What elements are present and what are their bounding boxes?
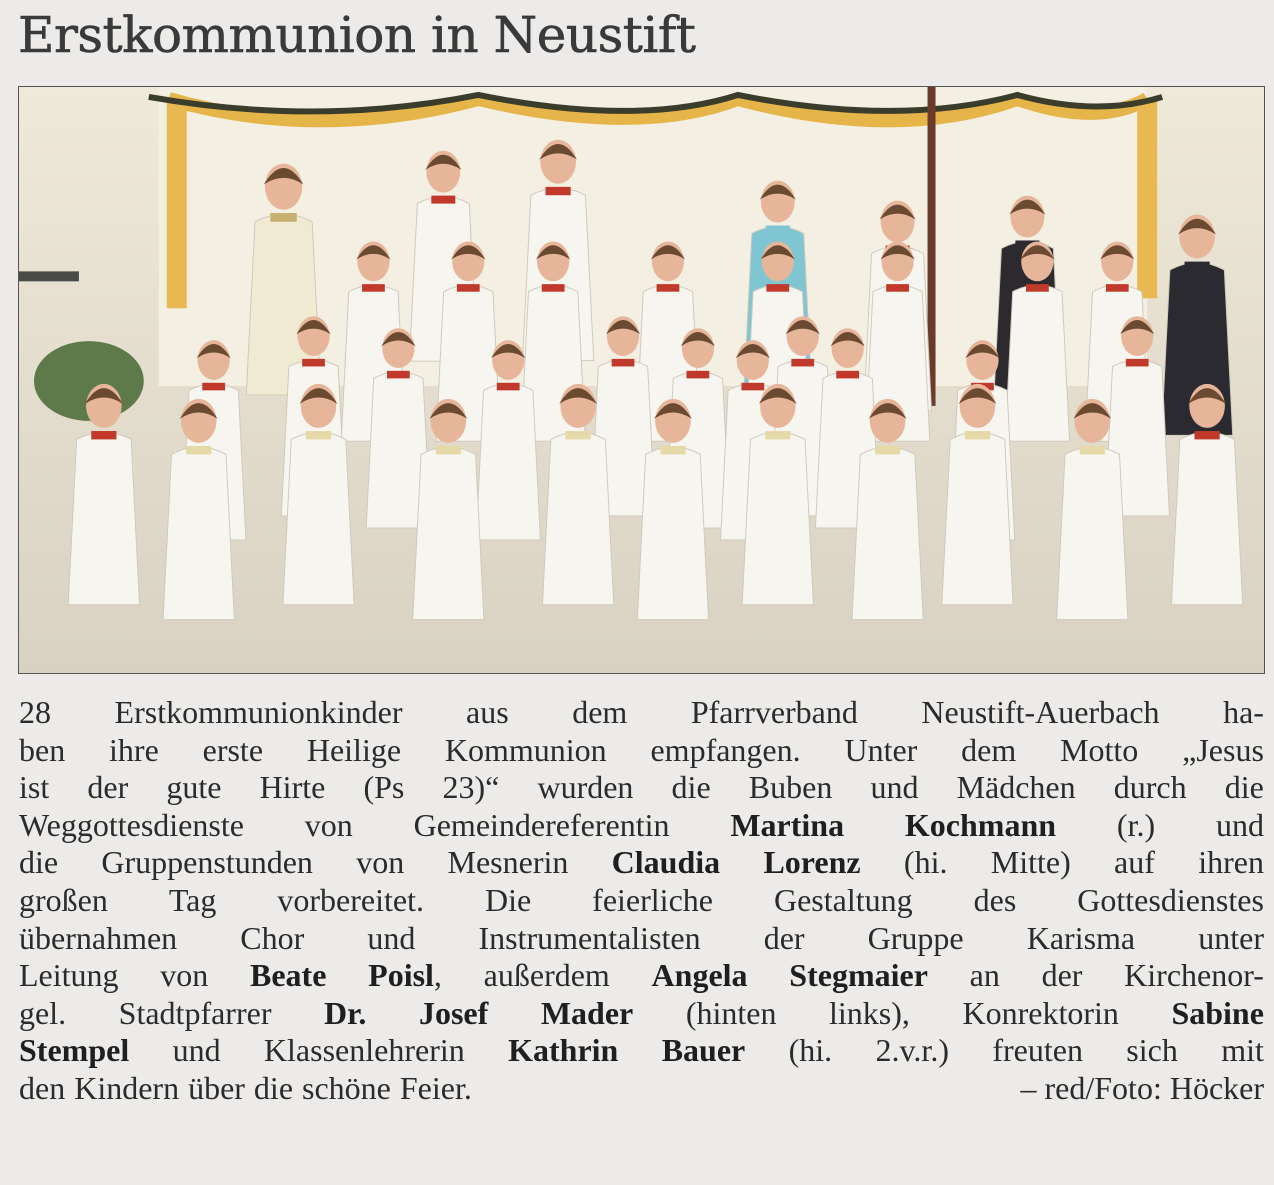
caption-text: Mädchen <box>956 769 1076 806</box>
caption-text: schöne <box>302 1069 391 1106</box>
caption-text: vorbereitet. <box>277 881 424 918</box>
caption-word <box>19 732 65 770</box>
caption-text: übernahmen <box>19 919 178 956</box>
caption-text: aus <box>466 694 509 730</box>
caption-text: Gruppe <box>867 919 964 956</box>
caption-text: die <box>1224 769 1264 806</box>
caption-word <box>363 769 404 807</box>
caption-word <box>188 1070 245 1108</box>
caption-word <box>572 694 627 732</box>
caption-word <box>1027 920 1135 958</box>
caption-word <box>957 769 1076 807</box>
caption-text: dem <box>572 694 628 730</box>
caption-word <box>1117 807 1155 845</box>
caption-word <box>652 957 748 995</box>
caption-text: dem <box>961 731 1017 768</box>
caption-text: 2.v.r.) <box>875 1032 949 1069</box>
caption-word <box>1060 732 1138 770</box>
caption-word <box>478 920 700 958</box>
caption-text: Chor <box>240 919 305 956</box>
caption-text: des <box>973 881 1017 918</box>
caption-line <box>19 732 1264 770</box>
caption-word <box>1171 995 1263 1033</box>
caption-word <box>870 769 918 807</box>
caption-text: Klassenlehrerin <box>263 1032 465 1069</box>
caption-word <box>592 882 713 920</box>
caption-text: und <box>367 919 416 956</box>
caption-word <box>19 694 51 732</box>
caption-text: an <box>969 957 1000 994</box>
caption-word <box>1216 807 1264 845</box>
article-headline: Erstkommunion in Neustift <box>18 6 696 64</box>
caption-word <box>368 957 442 995</box>
person-name: Lorenz <box>763 844 861 881</box>
caption-text: (hinten <box>685 994 777 1031</box>
caption-text: sich <box>1126 1032 1178 1069</box>
caption-word <box>662 1032 746 1070</box>
caption-line <box>19 1032 1264 1070</box>
caption-text: Weggottesdienste <box>19 806 244 843</box>
caption-word <box>19 1070 65 1108</box>
caption-word <box>400 1070 472 1108</box>
caption-word <box>537 769 633 807</box>
caption-line <box>19 694 1264 732</box>
caption-text: mit <box>1221 1032 1264 1069</box>
caption-word <box>101 844 313 882</box>
caption-line <box>19 844 1264 882</box>
caption-word <box>868 920 964 958</box>
caption-text: Buben <box>748 769 833 806</box>
caption-text: Unter <box>844 731 918 768</box>
caption-text: großen <box>19 881 108 918</box>
caption-word <box>1124 957 1264 995</box>
caption-word <box>1114 769 1187 807</box>
caption-word <box>19 844 58 882</box>
caption-text: Hirte <box>259 769 326 806</box>
caption-word <box>962 995 1118 1033</box>
caption-word <box>905 807 1056 845</box>
person-name: Sabine <box>1171 994 1264 1031</box>
caption-text: und <box>870 769 919 806</box>
caption-text: der <box>1041 957 1083 994</box>
caption-word <box>686 995 777 1033</box>
caption-word <box>1198 920 1264 958</box>
caption-text: Kommunion <box>444 731 607 768</box>
caption-word <box>1198 844 1264 882</box>
caption-text: Karisma <box>1026 919 1136 956</box>
caption-word <box>485 882 531 920</box>
caption-text: Motto <box>1060 731 1139 768</box>
group-photo-illustration <box>19 87 1264 673</box>
caption-word <box>1077 882 1264 920</box>
caption-line <box>19 769 1264 807</box>
caption-word <box>324 995 366 1033</box>
caption-word <box>448 844 569 882</box>
caption-word <box>730 807 844 845</box>
caption-word <box>774 882 913 920</box>
caption-word <box>829 995 910 1033</box>
caption-word <box>367 920 415 958</box>
caption-word <box>1042 957 1083 995</box>
caption-word <box>19 807 244 845</box>
caption-word <box>173 1032 221 1070</box>
caption-word <box>876 1032 949 1070</box>
caption-text: Gruppenstunden <box>101 844 313 881</box>
caption-text: Kindern <box>74 1069 180 1106</box>
caption-word <box>445 732 607 770</box>
caption-text: (hi. <box>788 1032 833 1069</box>
lectern <box>19 271 79 281</box>
caption-word <box>19 769 49 807</box>
caption-text: links), <box>829 994 910 1031</box>
caption-text: außerdem <box>483 957 610 994</box>
caption-text: Gestaltung <box>773 881 913 918</box>
caption-text: , <box>433 957 442 994</box>
person-name: Beate <box>250 957 327 994</box>
person-name: Kathrin <box>508 1032 619 1069</box>
caption-word <box>19 957 119 995</box>
person-name: Stegmaier <box>789 957 928 994</box>
caption-word <box>974 882 1017 920</box>
photo-caption <box>19 694 1264 1108</box>
caption-word <box>1221 1032 1264 1070</box>
caption-text: 23)“ <box>442 769 500 806</box>
caption-word <box>115 694 403 732</box>
caption-text: „Jesus <box>1182 731 1264 768</box>
caption-word <box>672 769 711 807</box>
caption-word <box>484 957 610 995</box>
caption-word <box>74 1070 179 1108</box>
caption-word <box>302 1070 391 1108</box>
caption-text: und <box>172 1032 221 1069</box>
caption-text: Die <box>484 881 532 918</box>
caption-word <box>650 732 800 770</box>
caption-word <box>1182 732 1264 770</box>
caption-text: Konrektorin <box>962 994 1119 1031</box>
caption-line <box>19 807 1264 845</box>
caption-text: von <box>356 844 405 881</box>
caption-text: (hi. <box>903 844 948 881</box>
caption-line <box>19 995 1264 1033</box>
caption-word <box>169 882 217 920</box>
caption-text: und <box>1215 806 1264 843</box>
caption-text: erste <box>202 731 264 768</box>
caption-word <box>991 844 1071 882</box>
caption-text: Erstkommunionkinder <box>114 694 403 730</box>
caption-word <box>1223 694 1264 732</box>
person-name: Kochmann <box>904 806 1057 843</box>
caption-text: ist <box>19 769 50 806</box>
person-name: Claudia <box>611 844 721 881</box>
caption-word <box>970 957 1000 995</box>
caption-word <box>1225 769 1264 807</box>
caption-text: Heilige <box>306 731 402 768</box>
caption-text: Mitte) <box>990 844 1071 881</box>
caption-text: ben <box>19 731 66 768</box>
caption-text: durch <box>1113 769 1187 806</box>
caption-text: der <box>763 919 805 956</box>
person-name: Poisl <box>368 957 434 994</box>
drape-right <box>1137 99 1157 298</box>
caption-word <box>260 769 326 807</box>
caption-word <box>466 694 509 732</box>
caption-word <box>414 807 670 845</box>
caption-word <box>541 995 633 1033</box>
caption-text: Gemeindereferentin <box>413 806 670 843</box>
caption-text: Mesnerin <box>447 844 569 881</box>
caption-word <box>305 807 353 845</box>
caption-word <box>119 995 272 1033</box>
caption-word <box>789 957 928 995</box>
caption-word <box>904 844 948 882</box>
caption-word <box>749 769 833 807</box>
person-name: Bauer <box>661 1032 746 1069</box>
caption-line <box>19 957 1264 995</box>
caption-word <box>264 1032 465 1070</box>
caption-word <box>277 882 424 920</box>
caption-word <box>763 844 860 882</box>
caption-line <box>19 1070 1264 1108</box>
caption-word <box>160 957 208 995</box>
caption-word <box>307 732 401 770</box>
caption-word <box>992 1032 1083 1070</box>
caption-text: Stadtpfarrer <box>118 994 272 1031</box>
caption-word <box>19 920 177 958</box>
caption-word <box>250 957 326 995</box>
caption-word <box>844 732 917 770</box>
caption-word <box>1126 1032 1178 1070</box>
caption-text: Tag <box>168 881 217 918</box>
person-name: Mader <box>540 994 634 1031</box>
caption-word <box>203 732 263 770</box>
caption-text: Gottesdienstes <box>1077 881 1264 918</box>
person-name: Josef <box>418 994 489 1031</box>
caption-text: der <box>87 769 129 806</box>
caption-word <box>691 694 858 732</box>
caption-text: feierliche <box>592 881 713 918</box>
group-photo <box>18 86 1265 674</box>
person-name: Stempel <box>19 1032 130 1069</box>
person-name: Martina <box>730 806 845 843</box>
caption-word <box>19 995 66 1033</box>
caption-text: gute <box>166 769 222 806</box>
caption-text: (r.) <box>1116 806 1156 843</box>
drape-left <box>167 99 187 308</box>
caption-text: von <box>160 957 209 994</box>
caption-word <box>19 1032 129 1070</box>
caption-word <box>1114 844 1155 882</box>
caption-text: Pfarrverband <box>690 694 858 730</box>
caption-text: gel. <box>19 994 67 1031</box>
caption-word <box>419 995 488 1033</box>
caption-text: Kirchenor- <box>1124 957 1264 994</box>
caption-word <box>87 769 128 807</box>
caption-text: die <box>671 769 711 806</box>
caption-word <box>961 732 1016 770</box>
caption-word <box>240 920 304 958</box>
caption-word <box>109 732 159 770</box>
caption-text: über <box>188 1069 245 1106</box>
person-name: Dr. <box>324 994 367 1031</box>
caption-text: ha- <box>1223 694 1264 730</box>
caption-text: freuten <box>992 1032 1083 1069</box>
caption-text: Feier. <box>399 1069 472 1106</box>
caption-text: die <box>19 844 59 881</box>
caption-text: die <box>253 1069 294 1106</box>
caption-text: Leitung <box>19 957 119 994</box>
caption-text: ihre <box>109 731 159 768</box>
caption-word <box>612 844 720 882</box>
caption-text: von <box>304 806 353 843</box>
caption-word <box>764 920 805 958</box>
caption-text: unter <box>1198 919 1264 956</box>
caption-text: empfangen. <box>650 731 801 768</box>
caption-text: 28 <box>19 694 51 730</box>
caption-text: Neustift-Auerbach <box>921 694 1160 730</box>
caption-line <box>19 920 1264 958</box>
caption-text: (Ps <box>363 769 405 806</box>
caption-word <box>166 769 221 807</box>
caption-word <box>442 769 499 807</box>
caption-word <box>356 844 404 882</box>
caption-word <box>789 1032 833 1070</box>
caption-word <box>19 882 108 920</box>
caption-line <box>19 882 1264 920</box>
caption-text: Instrumentalisten <box>478 919 701 956</box>
person-name: Angela <box>651 957 748 994</box>
caption-text: ihren <box>1198 844 1264 881</box>
caption-word <box>921 694 1159 732</box>
caption-text: wurden <box>537 769 634 806</box>
caption-text: auf <box>1114 844 1155 881</box>
caption-text: den <box>19 1069 66 1106</box>
photo-credit: – red/Foto: Höcker <box>1020 1069 1264 1106</box>
caption-word <box>508 1032 618 1070</box>
caption-word <box>254 1070 293 1108</box>
